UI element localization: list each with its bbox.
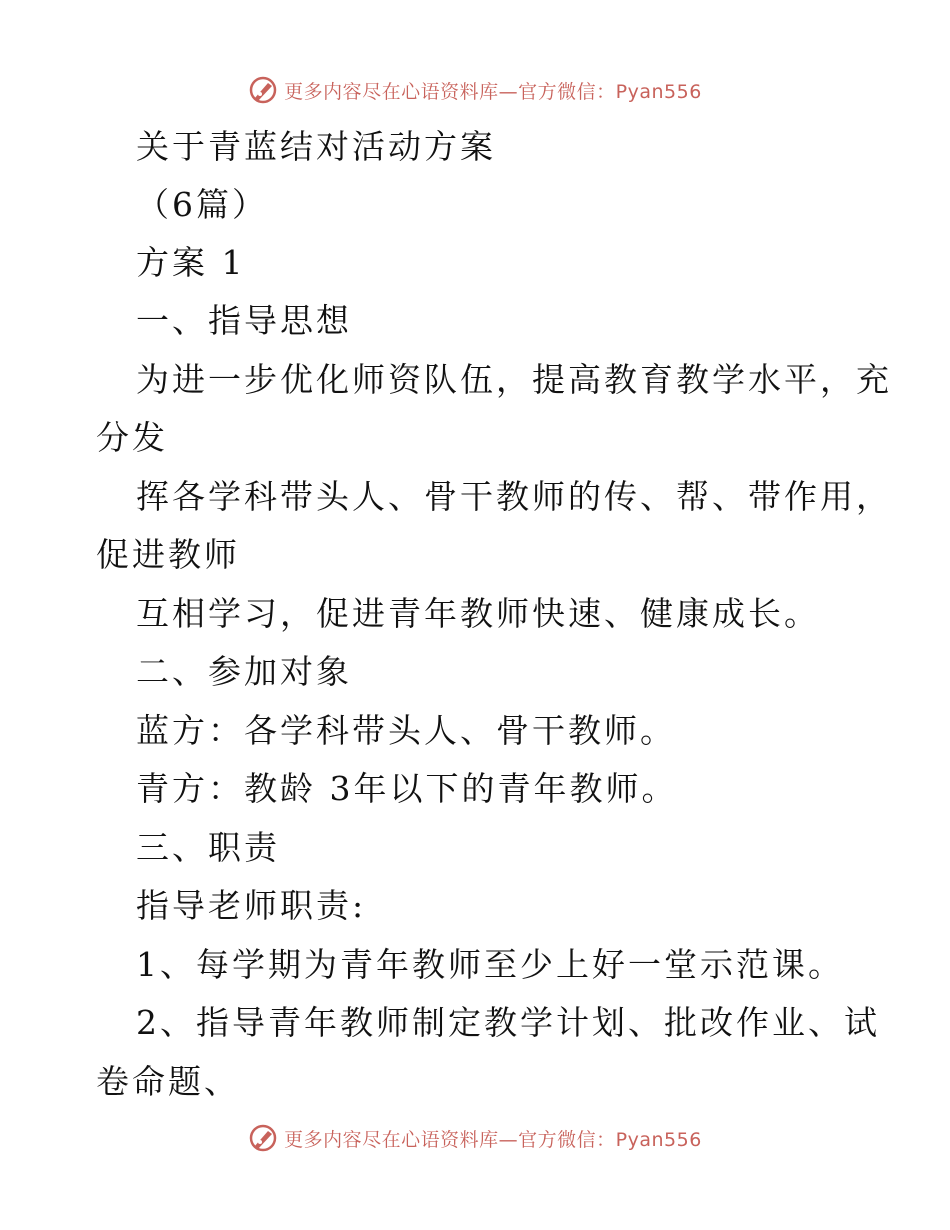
watermark-text: 更多内容尽在心语资料库—官方微信：Pyan556 [284, 1128, 702, 1151]
list-item: 1、每学期为青年教师至少上好一堂示范课。 [136, 945, 844, 984]
watermark-text: 更多内容尽在心语资料库—官方微信：Pyan556 [284, 80, 702, 103]
paragraph-line: 挥各学科带头人、骨干教师的传、帮、带作用， [136, 477, 892, 516]
document-title: 关于青蓝结对活动方案 [136, 127, 496, 166]
paragraph-line: 青方：教龄 3年以下的青年教师。 [136, 769, 678, 808]
section-heading: 三、职责 [136, 828, 280, 867]
section-heading: 方案 1 [136, 243, 246, 282]
header-watermark [0, 70, 950, 110]
footer-watermark [0, 1118, 950, 1158]
paragraph-line: 指导老师职责: [136, 886, 367, 925]
paragraph-line: 互相学习，促进青年教师快速、健康成长。 [136, 594, 820, 633]
section-heading: 二、参加对象 [136, 652, 352, 691]
paragraph-line: 分发 [96, 418, 168, 457]
list-item: 2、指导青年教师制定教学计划、批改作业、试 [136, 1003, 880, 1042]
paragraph-line: 蓝方：各学科带头人、骨干教师。 [136, 711, 676, 750]
paragraph-line: 卷命题、 [96, 1062, 240, 1101]
paragraph-line: 为进一步优化师资队伍，提高教育教学水平，充 [136, 360, 892, 399]
document-subtitle: （6篇） [136, 185, 268, 224]
pen-logo-icon [248, 75, 278, 105]
pen-logo-icon [248, 1123, 278, 1153]
paragraph-line: 促进教师 [96, 535, 240, 574]
section-heading: 一、指导思想 [136, 301, 352, 340]
